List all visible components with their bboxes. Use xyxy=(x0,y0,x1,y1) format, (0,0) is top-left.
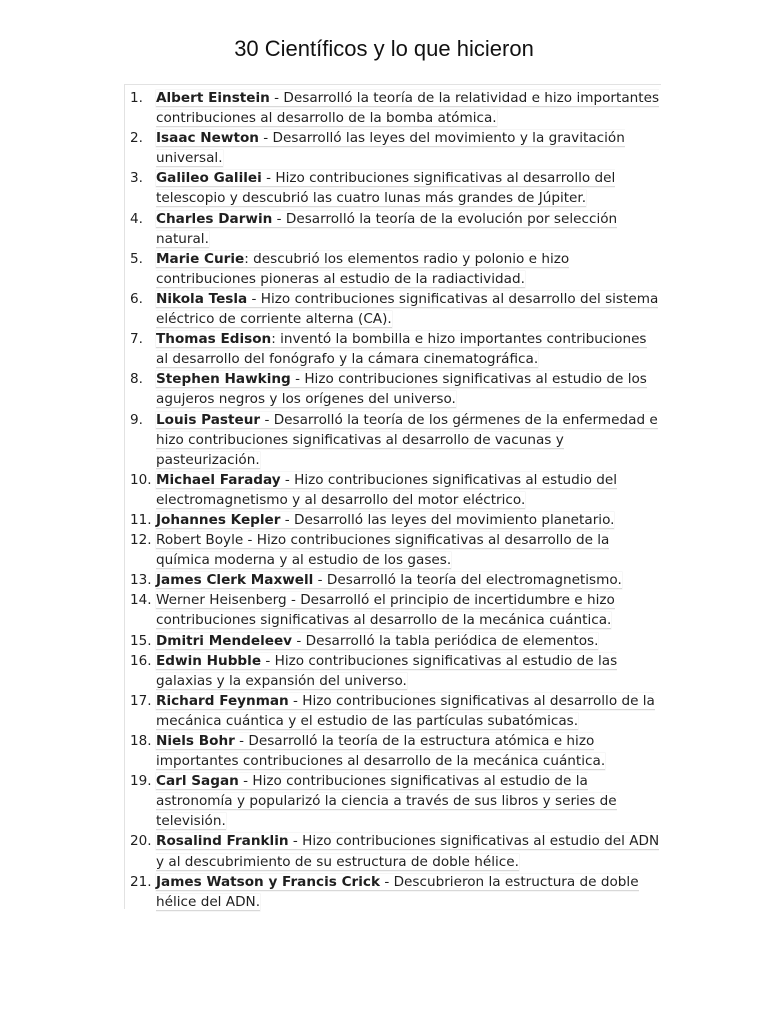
scientist-name: Rosalind Franklin xyxy=(156,833,289,850)
separator: : xyxy=(244,250,254,267)
scientist-name: Isaac Newton xyxy=(156,130,259,147)
separator: - xyxy=(234,733,249,749)
scientist-description: Hizo contribuciones significativas al estudio de la astronomía y popularizó la ciencia a través de sus libros y series de televisión. xyxy=(156,773,617,830)
list-item xyxy=(126,651,660,691)
separator: - xyxy=(313,572,327,589)
list-item-text xyxy=(156,733,605,770)
separator: - xyxy=(292,632,306,649)
list-item-text xyxy=(156,592,615,629)
list-item-text xyxy=(156,653,617,690)
list-item-text xyxy=(156,633,598,650)
list-item-text xyxy=(156,211,617,248)
separator: - xyxy=(260,411,274,428)
list-item-number: 16. xyxy=(130,652,152,669)
separator: - xyxy=(272,210,286,227)
separator: - xyxy=(269,90,284,106)
list-item-number: 18. xyxy=(130,733,152,749)
separator: - xyxy=(280,511,295,528)
list-item xyxy=(126,289,660,329)
scientist-list xyxy=(126,88,660,912)
scientist-description: Hizo contribuciones significativas al estudio de las galaxias y la expansión del universo. xyxy=(156,652,618,689)
separator: - xyxy=(288,833,303,850)
list-item-number: 14. xyxy=(130,592,152,609)
list-item xyxy=(126,731,660,771)
list-item-text xyxy=(156,371,647,408)
scientist-name: Thomas Edison xyxy=(156,331,272,348)
list-item xyxy=(126,631,660,651)
page-title: 30 Científicos y lo que hicieron xyxy=(234,36,534,61)
list-item-number: 8. xyxy=(130,371,143,388)
list-item-number: 10. xyxy=(130,471,152,488)
scientist-name: Robert Boyle xyxy=(156,532,244,549)
list-item-text xyxy=(156,773,617,830)
list-item-text xyxy=(156,572,622,589)
separator: - xyxy=(238,773,253,790)
list-item xyxy=(126,369,660,409)
scientist-name: James Watson y Francis Crick xyxy=(156,873,381,890)
list-item-text xyxy=(156,90,659,127)
separator: - xyxy=(288,692,303,709)
scientist-name: Carl Sagan xyxy=(156,773,239,790)
scientist-name: Charles Darwin xyxy=(156,210,273,227)
list-item-text xyxy=(156,532,609,569)
scientist-description: Hizo contribuciones significativas al desarrollo del sistema eléctrico de corriente alterna (CA). xyxy=(156,290,659,328)
list-item xyxy=(126,329,660,369)
list-item-number: 1. xyxy=(130,90,143,106)
scientist-name: Louis Pasteur xyxy=(156,411,261,428)
scientist-description: Hizo contribuciones significativas al desarrollo de la química moderna y al estudio de los gases. xyxy=(156,532,610,569)
scientist-description: Hizo contribuciones significativas al estudio del electromagnetismo y al desarrollo del motor eléctrico. xyxy=(156,471,617,508)
scientist-name: Stephen Hawking xyxy=(156,371,291,388)
list-item-number: 17. xyxy=(130,692,152,709)
separator: - xyxy=(290,371,305,388)
scientist-name: Werner Heisenberg xyxy=(156,592,287,609)
scientist-name: Galileo Galilei xyxy=(156,170,262,187)
scientist-name: Albert Einstein xyxy=(156,90,270,106)
list-item xyxy=(126,872,660,912)
list-item xyxy=(126,410,660,470)
list-item-number: 2. xyxy=(130,130,143,147)
separator: - xyxy=(243,532,257,549)
list-item-text xyxy=(156,130,625,167)
list-item xyxy=(126,510,660,530)
scientist-description: Hizo contribuciones significativas al desarrollo de la mecánica cuántica y el estudio de las partículas subatómicas. xyxy=(156,692,655,729)
scientist-description: Desarrolló la teoría de la relatividad e hizo importantes contribuciones al desarrollo de la bomba atómica. xyxy=(156,90,660,127)
scientist-description: Desarrolló las leyes del movimiento planetario. xyxy=(294,511,615,528)
separator: - xyxy=(261,170,276,187)
list-item-number: 21. xyxy=(130,873,152,890)
list-item xyxy=(126,831,660,871)
list-item-number: 19. xyxy=(130,773,152,790)
list-item-number: 20. xyxy=(130,833,152,850)
scientist-name: Dmitri Mendeleev xyxy=(156,632,293,649)
scientist-description: Desarrolló la teoría de la evolución por selección natural. xyxy=(156,210,618,247)
list-item-number: 3. xyxy=(130,170,143,187)
separator: - xyxy=(258,130,273,147)
list-item-text xyxy=(156,512,614,529)
separator: : xyxy=(271,331,281,348)
scientist-name: Johannes Kepler xyxy=(156,511,281,528)
list-item xyxy=(126,570,660,590)
separator: - xyxy=(380,873,394,890)
scientist-name: Niels Bohr xyxy=(156,733,235,749)
scientist-name: Marie Curie xyxy=(156,250,245,267)
list-item xyxy=(126,530,660,570)
list-item-text xyxy=(156,833,659,870)
list-item-number: 11. xyxy=(130,511,152,528)
scientist-description: Desarrolló el principio de incertidumbre e hizo contribuciones significativas al desarrollo de la mecánica cuántica. xyxy=(156,592,615,629)
scientist-description: Descubrieron la estructura de doble hélice del ADN. xyxy=(156,873,639,910)
list-item xyxy=(126,209,660,249)
list-item-number: 9. xyxy=(130,411,143,428)
list-item xyxy=(126,88,660,128)
list-item-text xyxy=(156,331,647,368)
scientist-description: Desarrolló la teoría de los gérmenes de la enfermedad e hizo contribuciones significativas al desarrollo de vacunas y pasteurización. xyxy=(156,411,658,468)
scientist-description: inventó la bombilla e hizo importantes contribuciones al desarrollo del fonógrafo y la cámara cinematográfica. xyxy=(156,331,647,368)
scientist-name: James Clerk Maxwell xyxy=(156,572,314,589)
scientist-description: Hizo contribuciones significativas al estudio de los agujeros negros y los orígenes del universo. xyxy=(156,371,647,408)
list-item-text xyxy=(156,412,658,469)
list-item xyxy=(126,771,660,831)
scientist-description: Hizo contribuciones significativas al desarrollo del telescopio y descubrió las cuatro lunas más grandes de Júpiter. xyxy=(156,170,616,207)
scientist-description: Desarrolló la teoría del electromagnetismo. xyxy=(326,572,622,589)
list-item xyxy=(126,691,660,731)
list-item-number: 5. xyxy=(130,250,143,267)
scientist-name: Richard Feynman xyxy=(156,692,289,709)
separator: - xyxy=(286,592,301,609)
scientist-description: Hizo contribuciones significativas al estudio del ADN y al descubrimiento de su estructura de doble hélice. xyxy=(156,833,660,870)
separator: - xyxy=(280,471,295,488)
list-item xyxy=(126,249,660,289)
separator: - xyxy=(261,652,275,669)
list-item-number: 15. xyxy=(130,632,152,649)
list-item-number: 4. xyxy=(130,210,143,227)
list-item-text xyxy=(156,251,569,288)
list-item-text xyxy=(156,472,617,509)
list-item-text xyxy=(156,693,655,730)
list-item-text xyxy=(156,874,639,911)
list-item-number: 12. xyxy=(130,532,152,549)
list-item xyxy=(126,590,660,630)
separator: - xyxy=(247,290,261,307)
list-item xyxy=(126,470,660,510)
scientist-name: Michael Faraday xyxy=(156,471,281,488)
list-item-text xyxy=(156,291,658,328)
list-item xyxy=(126,168,660,208)
scientist-description: descubrió los elementos radio y polonio e hizo contribuciones pioneras al estudio de la radiactividad. xyxy=(156,250,570,287)
list-item-number: 6. xyxy=(130,290,143,307)
scientist-name: Edwin Hubble xyxy=(156,652,262,669)
list-item-number: 7. xyxy=(130,331,143,348)
scientist-description: Desarrolló las leyes del movimiento y la gravitación universal. xyxy=(156,130,625,167)
list-item-text xyxy=(156,170,615,207)
scientist-description: Desarrolló la teoría de la estructura atómica e hizo importantes contribuciones al desarrollo de la mecánica cuántica. xyxy=(156,733,606,770)
list-item-number: 13. xyxy=(130,572,152,589)
scientist-name: Nikola Tesla xyxy=(156,290,248,307)
scientist-description: Desarrolló la tabla periódica de elementos. xyxy=(305,632,599,649)
list-item xyxy=(126,128,660,168)
